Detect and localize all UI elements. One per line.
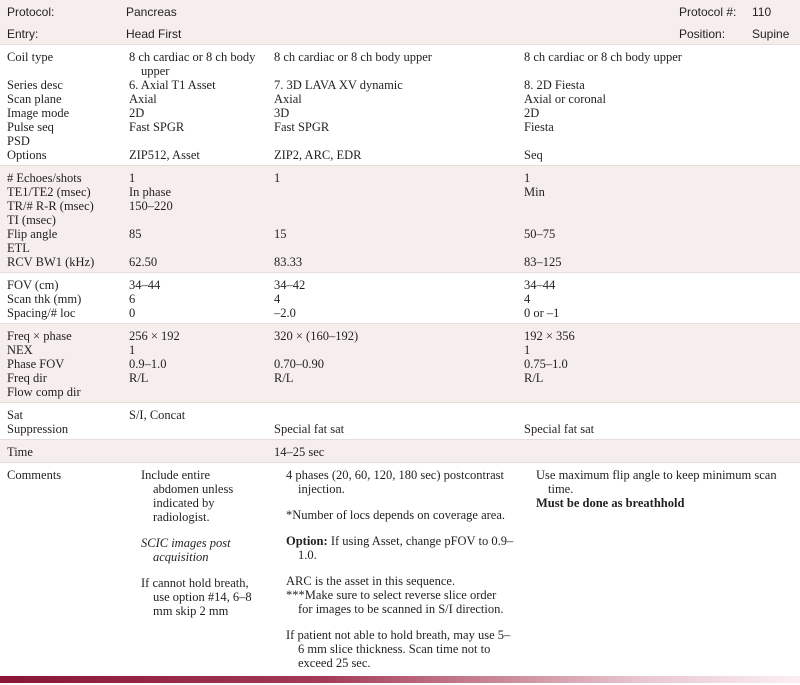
row-label: # Echoes/shots [7,171,82,185]
table-row [0,445,800,459]
entry-value: Head First [126,27,182,41]
table-row [0,120,800,134]
cell-c2: R/L [274,371,294,385]
cell-c2: 83.33 [274,255,303,269]
cell-c3: 50–75 [524,227,556,241]
cell-c1 [119,445,264,459]
row-label: Series desc [7,78,63,92]
comment-text: SCIC images post acquisition [141,536,231,564]
cell-c1: 150–220 [129,199,173,213]
cell-c3 [514,445,800,459]
protocol-table [0,44,800,462]
comment-paragraph [141,576,258,618]
comments-series-6 [119,468,264,682]
table-row [0,306,800,320]
cell-c2: 34–42 [274,278,306,292]
comment-text: Must be done as breathhold [536,496,685,510]
cell-c3 [514,408,800,422]
cell-c2: 4 [274,292,281,306]
comment-text: If cannot hold breath, use option #14, 6–8 mm skip 2 mm [141,576,252,618]
cell-c1 [119,213,264,227]
cell-c1: 85 [129,227,142,241]
cell-c1: 256 × 192 [129,329,180,343]
cell-c2 [264,408,514,422]
cell-c3: Seq [524,148,543,162]
cell-c3: Special fat sat [524,422,595,436]
row-label: PSD [7,134,30,148]
cell-c2 [264,241,514,255]
row-label: Coil type [7,50,54,64]
cell-c1: 62.50 [129,255,158,269]
footer-bar [0,676,800,683]
cell-c1 [119,241,264,255]
row-label: Flow comp dir [7,385,81,399]
cell-c1: 8 ch cardiac or 8 ch body upper [129,50,256,78]
cell-c3: 83–125 [524,255,562,269]
entry-label: Entry: [7,27,39,41]
table-row [0,213,800,227]
row-label: Freq dir [7,371,47,385]
cell-c3: 34–44 [524,278,556,292]
row-label: Image mode [7,106,70,120]
comment-paragraph [286,588,514,616]
comment-paragraph [141,468,258,524]
cell-c2: 8 ch cardiac or 8 ch body upper [274,50,432,64]
cell-c2 [264,385,514,399]
cell-c1: 2D [129,106,145,120]
comment-text: *Number of locs depends on coverage area. [286,508,506,522]
cell-c1: 0.9–1.0 [129,357,167,371]
table-row [0,292,800,306]
parameter-group [0,272,800,323]
row-label: Phase FOV [7,357,65,371]
row-label: Suppression [7,422,69,436]
cell-c1: 6 [129,292,136,306]
comment-text: 4 phases (20, 60, 120, 180 sec) postcontrast injection. [286,468,505,496]
comment-paragraph [286,628,514,670]
comments-label: Comments [7,468,62,482]
row-label: Spacing/# loc [7,306,76,320]
cell-c3: 1 [524,343,531,357]
cell-c2 [264,199,514,213]
parameter-group [0,44,800,165]
row-label: NEX [7,343,33,357]
cell-c3: 8. 2D Fiesta [524,78,585,92]
position-value: Supine [752,27,790,41]
cell-c1: Fast SPGR [129,120,185,134]
cell-c2 [264,134,514,148]
protocol-value: Pancreas [126,5,177,19]
cell-c1 [119,134,264,148]
comment-paragraph [536,468,800,496]
comments-series-8 [514,468,800,682]
row-label: TR/# R-R (msec) [7,199,94,213]
table-row [0,171,800,185]
cell-c2: 320 × (160–192) [274,329,359,343]
table-row [0,106,800,120]
cell-c1: In phase [129,185,171,199]
comment-text: Include entire abdomen unless indicated by radiologist. [141,468,234,524]
table-row [0,357,800,371]
comment-paragraph [286,468,514,496]
table-row [0,343,800,357]
comment-text: Use maximum flip angle to keep minimum scan time. [536,468,777,496]
cell-c2 [264,343,514,357]
comment-paragraph [141,536,258,564]
cell-c3: 0.75–1.0 [524,357,568,371]
comment-paragraph [286,508,514,522]
table-row [0,241,800,255]
cell-c3 [514,241,800,255]
cell-c3 [514,199,800,213]
cell-c2 [264,185,514,199]
cell-c2: Special fat sat [274,422,345,436]
cell-c3: Min [524,185,545,199]
row-label: Freq × phase [7,329,72,343]
cell-c1: 6. Axial T1 Asset [129,78,216,92]
row-label: Scan thk (mm) [7,292,82,306]
cell-c1 [119,422,264,436]
table-row [0,278,800,292]
comment-text: ***Make sure to select reverse slice order for images to be scanned in S/I direction. [286,588,504,616]
row-label: TE1/TE2 (msec) [7,185,91,199]
cell-c3: Axial or coronal [524,92,606,106]
table-row [0,227,800,241]
row-label: Sat [7,408,23,422]
cell-c3 [514,134,800,148]
comment-text: If patient not able to hold breath, may use 5–6 mm slice thickness. Scan time not to exceed 25 sec. [286,628,511,670]
cell-c2: ZIP2, ARC, EDR [274,148,362,162]
cell-c2: –2.0 [274,306,296,320]
table-row [0,78,800,92]
comments-series-7 [264,468,514,682]
row-label: Pulse seq [7,120,54,134]
table-row [0,185,800,199]
cell-c3: R/L [524,371,544,385]
table-row [0,371,800,385]
cell-c3: Fiesta [524,120,554,134]
cell-c1: 1 [129,171,136,185]
cell-c1: ZIP512, Asset [129,148,200,162]
cell-c2: Fast SPGR [274,120,330,134]
cell-c1: Axial [129,92,157,106]
cell-c2 [264,213,514,227]
comments-section [0,462,800,685]
cell-c1: 0 [129,306,136,320]
cell-c1: S/I, Concat [129,408,186,422]
comment-text: ARC is the asset in this sequence. [286,574,456,588]
table-row [0,134,800,148]
protocol-number-value: 110 [752,5,772,19]
cell-c2: 14–25 sec [274,445,325,459]
cell-c3: 2D [524,106,540,120]
cell-c2: Axial [274,92,302,106]
cell-c1: 1 [129,343,136,357]
table-row [0,199,800,213]
row-label: TI (msec) [7,213,56,227]
row-label: Options [7,148,47,162]
row-label: FOV (cm) [7,278,59,292]
cell-c3 [514,213,800,227]
protocol-number-label: Protocol #: [679,5,737,19]
row-label: Flip angle [7,227,58,241]
parameter-group [0,323,800,402]
row-label: RCV BW1 (kHz) [7,255,95,269]
cell-c3: 0 or –1 [524,306,560,320]
comment-bold-prefix: Option: [286,534,328,548]
cell-c1: R/L [129,371,149,385]
cell-c3: 192 × 356 [524,329,575,343]
comment-text: If using Asset, change pFOV to 0.9–1.0. [298,534,514,562]
cell-c1 [119,385,264,399]
table-row [0,385,800,399]
row-label: Scan plane [7,92,62,106]
cell-c3: 1 [524,171,531,185]
cell-c1: 34–44 [129,278,161,292]
cell-c2: 15 [274,227,287,241]
table-row [0,92,800,106]
table-row [0,329,800,343]
table-row [0,255,800,269]
protocol-header [0,0,800,44]
table-row [0,148,800,162]
row-label: ETL [7,241,30,255]
parameter-group [0,439,800,462]
comment-paragraph [286,574,514,588]
cell-c3 [514,385,800,399]
position-label: Position: [679,27,726,41]
cell-c2: 7. 3D LAVA XV dynamic [274,78,403,92]
row-label: Time [7,445,33,459]
cell-c2: 0.70–0.90 [274,357,324,371]
cell-c3: 8 ch cardiac or 8 ch body upper [524,50,682,64]
parameter-group [0,402,800,439]
table-row [0,50,800,78]
comment-paragraph [286,534,514,562]
parameter-group [0,165,800,272]
cell-c3: 4 [524,292,531,306]
table-row [0,422,800,436]
comment-paragraph [536,496,800,510]
cell-c2: 3D [274,106,290,120]
table-row [0,408,800,422]
protocol-label: Protocol: [7,5,55,19]
cell-c2: 1 [274,171,281,185]
